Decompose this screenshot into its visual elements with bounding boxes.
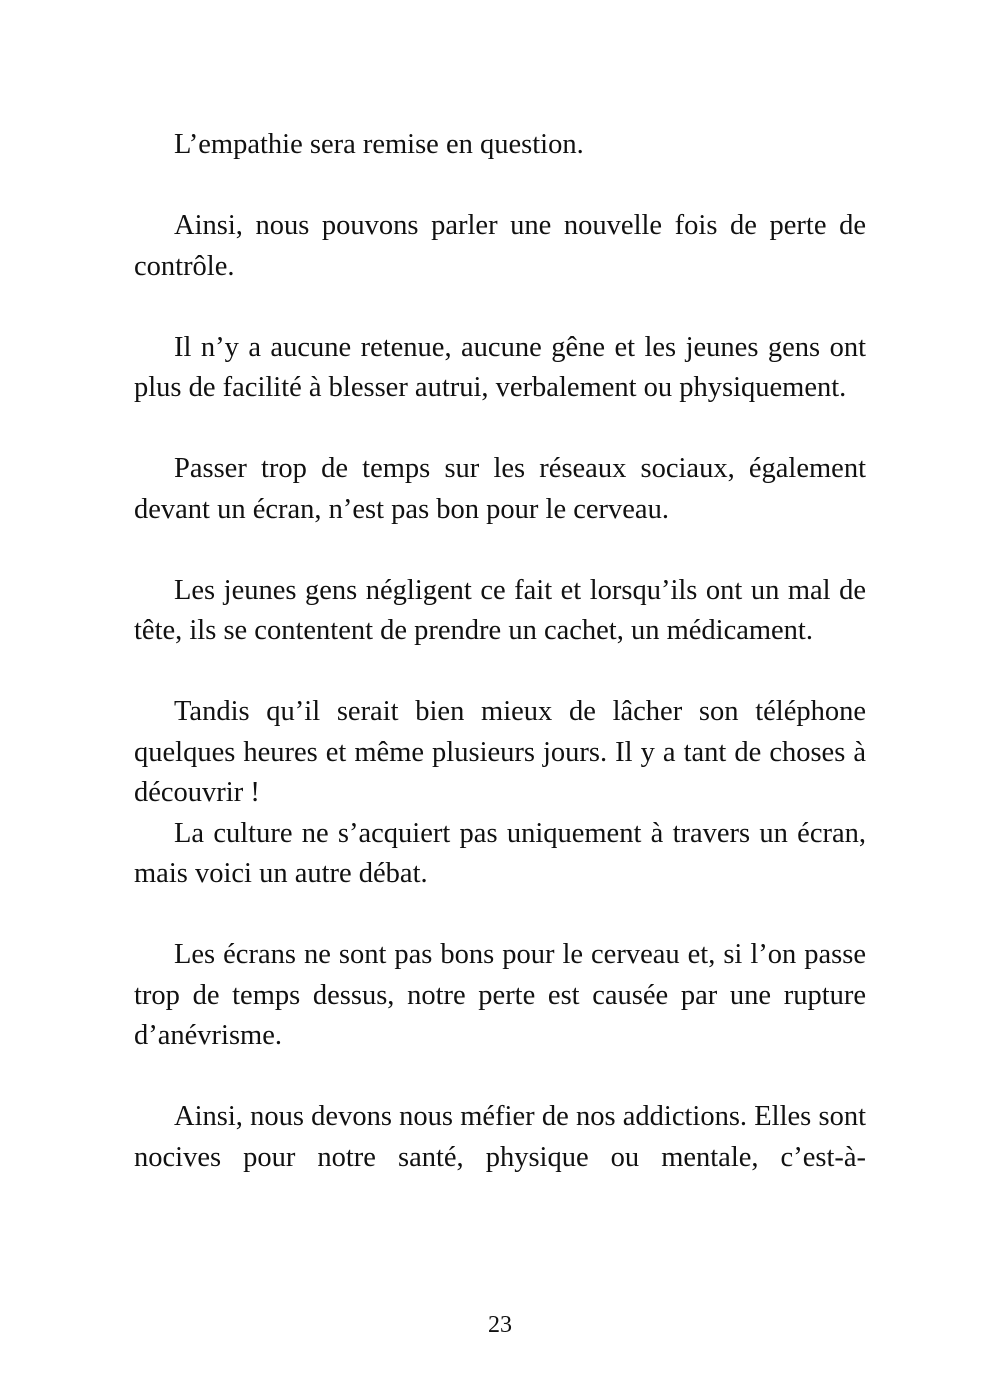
paragraph-6: Tandis qu’il serait bien mieux de lâcher son téléphone quelques heures et même plusieurs jours. Il y a tant de choses à découvrir ! — [134, 696, 866, 808]
paragraph-8: Les écrans ne sont pas bons pour le cerveau et, si l’on passe trop de temps dessus, notre perte est causée par une rupture d’anévrisme. — [134, 939, 866, 1051]
paragraph-9: Ainsi, nous devons nous méfier de nos addictions. Elles sont nocives pour notre santé, physique ou mentale, c’est-à- — [134, 1101, 866, 1173]
paragraph-1: L’empathie sera remise en question. — [174, 129, 584, 160]
paragraph-7: La culture ne s’acquiert pas uniquement à travers un écran, mais voici un autre débat. — [134, 817, 866, 889]
page-number: 23 — [488, 1312, 512, 1338]
paragraph-4: Passer trop de temps sur les réseaux sociaux, également devant un écran, n’est pas bon pour le cerveau. — [134, 453, 866, 525]
paragraph-2: Ainsi, nous pouvons parler une nouvelle fois de perte de contrôle. — [134, 210, 866, 282]
paragraph-3: Il n’y a aucune retenue, aucune gêne et les jeunes gens ont plus de facilité à blesser autrui, verbalement ou physiquement. — [134, 331, 866, 403]
paragraph-5: Les jeunes gens négligent ce fait et lorsqu’ils ont un mal de tête, ils se contentent de prendre un cachet, un médicament. — [134, 574, 866, 646]
page-body — [134, 125, 866, 1178]
